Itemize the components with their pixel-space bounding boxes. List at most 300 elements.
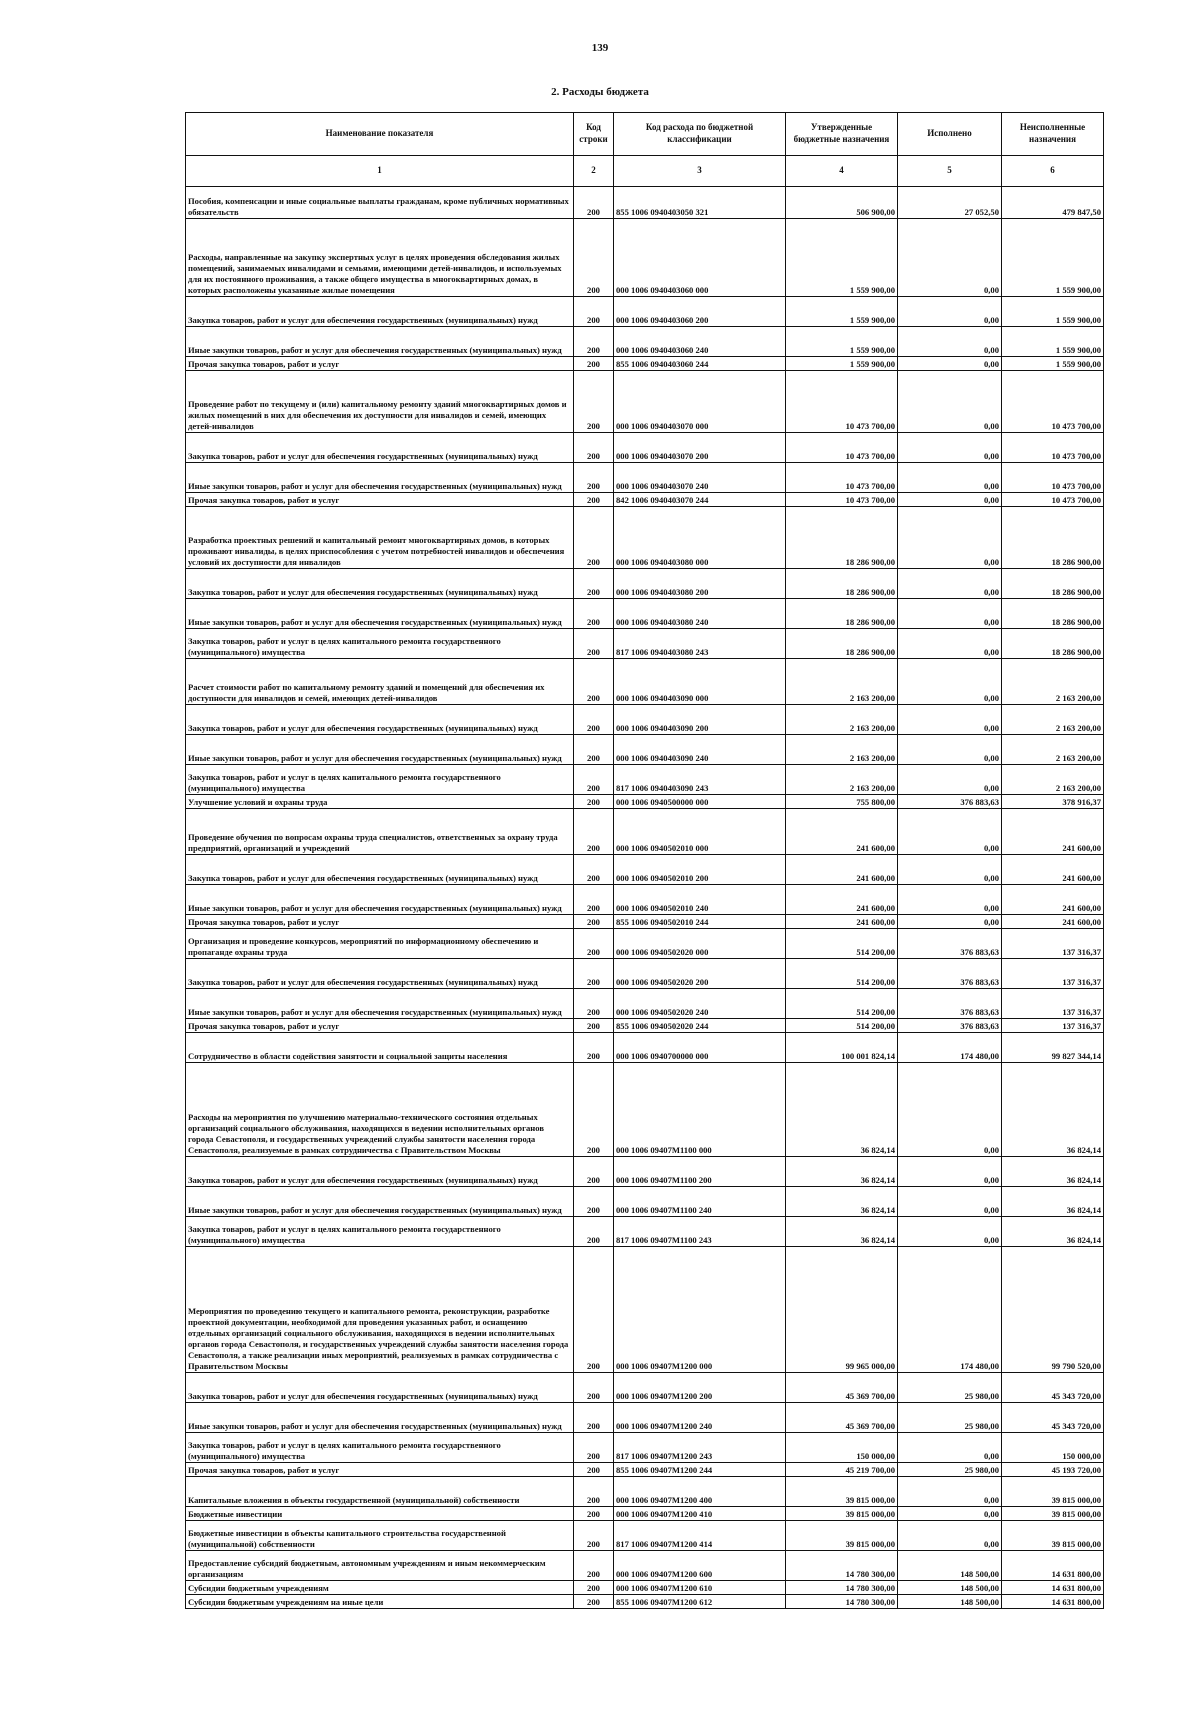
row-executed: 0,00: [898, 1217, 1002, 1247]
row-name: Капитальные вложения в объекты государственной (муниципальной) собственности: [186, 1477, 574, 1507]
row-approved: 18 286 900,00: [786, 569, 898, 599]
row-name: Закупка товаров, работ и услуг для обеспечения государственных (муниципальных) нужд: [186, 705, 574, 735]
table-row: [186, 1507, 1104, 1521]
row-executed: 148 500,00: [898, 1581, 1002, 1595]
row-executed: 0,00: [898, 765, 1002, 795]
row-executed: 0,00: [898, 735, 1002, 765]
row-code: 200: [574, 1433, 614, 1463]
row-code: 200: [574, 1581, 614, 1595]
row-name: Бюджетные инвестиции: [186, 1507, 574, 1521]
row-code: 200: [574, 929, 614, 959]
row-code: 200: [574, 1521, 614, 1551]
row-code: 200: [574, 1507, 614, 1521]
row-unexecuted: 10 473 700,00: [1002, 463, 1104, 493]
row-executed: 148 500,00: [898, 1595, 1002, 1609]
row-name: Иные закупки товаров, работ и услуг для обеспечения государственных (муниципальных) нужд: [186, 463, 574, 493]
row-kbk: 000 1006 0940403080 240: [614, 599, 786, 629]
row-approved: 2 163 200,00: [786, 765, 898, 795]
row-executed: 0,00: [898, 809, 1002, 855]
row-approved: 39 815 000,00: [786, 1507, 898, 1521]
row-executed: 0,00: [898, 493, 1002, 507]
row-approved: 2 163 200,00: [786, 735, 898, 765]
row-code: 200: [574, 1247, 614, 1373]
row-unexecuted: 2 163 200,00: [1002, 659, 1104, 705]
row-kbk: 000 1006 09407M1200 240: [614, 1403, 786, 1433]
row-approved: 1 559 900,00: [786, 297, 898, 327]
row-unexecuted: 2 163 200,00: [1002, 765, 1104, 795]
row-unexecuted: 150 000,00: [1002, 1433, 1104, 1463]
row-unexecuted: 241 600,00: [1002, 915, 1104, 929]
row-unexecuted: 1 559 900,00: [1002, 357, 1104, 371]
row-kbk: 855 1006 0940403050 321: [614, 187, 786, 219]
row-approved: 150 000,00: [786, 1433, 898, 1463]
table-row: [186, 659, 1104, 705]
row-unexecuted: 241 600,00: [1002, 855, 1104, 885]
row-approved: 10 473 700,00: [786, 493, 898, 507]
row-code: 200: [574, 1403, 614, 1433]
row-unexecuted: 10 473 700,00: [1002, 371, 1104, 433]
row-executed: 0,00: [898, 629, 1002, 659]
row-kbk: 000 1006 09407M1200 000: [614, 1247, 786, 1373]
row-unexecuted: 1 559 900,00: [1002, 327, 1104, 357]
row-code: 200: [574, 629, 614, 659]
table-row: [186, 1187, 1104, 1217]
row-approved: 18 286 900,00: [786, 507, 898, 569]
table-row: [186, 735, 1104, 765]
header-approved: Утвержденные бюджетные назначения: [786, 113, 898, 156]
row-kbk: 817 1006 09407M1200 243: [614, 1433, 786, 1463]
row-executed: 25 980,00: [898, 1373, 1002, 1403]
row-unexecuted: 99 827 344,14: [1002, 1033, 1104, 1063]
row-approved: 39 815 000,00: [786, 1477, 898, 1507]
table-row: [186, 219, 1104, 297]
row-approved: 36 824,14: [786, 1063, 898, 1157]
table-row: [186, 885, 1104, 915]
row-name: Закупка товаров, работ и услуг для обеспечения государственных (муниципальных) нужд: [186, 297, 574, 327]
row-unexecuted: 18 286 900,00: [1002, 599, 1104, 629]
table-row: [186, 1063, 1104, 1157]
row-name: Иные закупки товаров, работ и услуг для обеспечения государственных (муниципальных) нужд: [186, 735, 574, 765]
row-name: Закупка товаров, работ и услуг в целях капитального ремонта государственного (муниципального) имущества: [186, 629, 574, 659]
row-approved: 2 163 200,00: [786, 659, 898, 705]
row-executed: 0,00: [898, 885, 1002, 915]
row-code: 200: [574, 915, 614, 929]
row-executed: 0,00: [898, 569, 1002, 599]
table-row: [186, 1217, 1104, 1247]
row-executed: 0,00: [898, 297, 1002, 327]
row-code: 200: [574, 219, 614, 297]
row-code: 200: [574, 885, 614, 915]
row-approved: 100 001 824,14: [786, 1033, 898, 1063]
row-unexecuted: 10 473 700,00: [1002, 493, 1104, 507]
row-kbk: 000 1006 0940403060 240: [614, 327, 786, 357]
row-executed: 25 980,00: [898, 1403, 1002, 1433]
table-row: [186, 463, 1104, 493]
table-row: [186, 915, 1104, 929]
row-approved: 1 559 900,00: [786, 219, 898, 297]
row-kbk: 817 1006 09407M1200 414: [614, 1521, 786, 1551]
row-approved: 506 900,00: [786, 187, 898, 219]
row-approved: 14 780 300,00: [786, 1595, 898, 1609]
header-row: [186, 113, 1104, 156]
section-title: 2. Расходы бюджета: [551, 86, 649, 98]
row-kbk: 000 1006 0940502020 000: [614, 929, 786, 959]
row-unexecuted: 36 824,14: [1002, 1187, 1104, 1217]
row-approved: 241 600,00: [786, 809, 898, 855]
row-name: Бюджетные инвестиции в объекты капитального строительства государственной (муниципальной) собственности: [186, 1521, 574, 1551]
row-kbk: 000 1006 0940403060 000: [614, 219, 786, 297]
row-executed: 0,00: [898, 1521, 1002, 1551]
row-executed: 0,00: [898, 915, 1002, 929]
table-row: [186, 1019, 1104, 1033]
budget-expenses-table: [185, 112, 1104, 1609]
row-approved: 36 824,14: [786, 1187, 898, 1217]
row-name: Расходы, направленные на закупку экспертных услуг в целях проведения обследования жилых помещений, занимаемых инвалидами и семьями, имеющими детей-инвалидов, и используемых для их постоянного проживания, а также общего имущества в многоквартирных домах, в которых расположены указанные жилые помещения: [186, 219, 574, 297]
row-approved: 755 800,00: [786, 795, 898, 809]
row-kbk: 000 1006 0940403060 200: [614, 297, 786, 327]
row-approved: 10 473 700,00: [786, 463, 898, 493]
row-approved: 99 965 000,00: [786, 1247, 898, 1373]
row-unexecuted: 18 286 900,00: [1002, 569, 1104, 599]
table-row: [186, 1247, 1104, 1373]
row-approved: 514 200,00: [786, 989, 898, 1019]
row-approved: 45 369 700,00: [786, 1373, 898, 1403]
header-number: 3: [614, 156, 786, 187]
row-unexecuted: 39 815 000,00: [1002, 1521, 1104, 1551]
header-unexecuted: Неисполненные назначения: [1002, 113, 1104, 156]
table-row: [186, 855, 1104, 885]
row-approved: 1 559 900,00: [786, 357, 898, 371]
row-executed: 0,00: [898, 463, 1002, 493]
table-row: [186, 1373, 1104, 1403]
row-unexecuted: 36 824,14: [1002, 1157, 1104, 1187]
row-name: Прочая закупка товаров, работ и услуг: [186, 915, 574, 929]
row-kbk: 000 1006 09407M1100 000: [614, 1063, 786, 1157]
row-approved: 514 200,00: [786, 1019, 898, 1033]
table-row: [186, 929, 1104, 959]
row-name: Проведение обучения по вопросам охраны труда специалистов, ответственных за охрану труда предприятий, организаций и учреждений: [186, 809, 574, 855]
row-kbk: 000 1006 0940403090 240: [614, 735, 786, 765]
row-name: Расходы на мероприятия по улучшению материально-технического состояния отдельных организаций социального обслуживания, находящихся в ведении исполнительных органов города Севастополя, и государственных учреждений службы занятости населения города Севастополя, реализуемые в рамках сотрудничества с Правительством Москвы: [186, 1063, 574, 1157]
row-executed: 174 480,00: [898, 1033, 1002, 1063]
row-unexecuted: 2 163 200,00: [1002, 735, 1104, 765]
row-unexecuted: 137 316,37: [1002, 989, 1104, 1019]
table-row: [186, 705, 1104, 735]
row-name: Закупка товаров, работ и услуг в целях капитального ремонта государственного (муниципального) имущества: [186, 765, 574, 795]
header-number: 5: [898, 156, 1002, 187]
row-executed: 0,00: [898, 599, 1002, 629]
row-kbk: 000 1006 0940403090 000: [614, 659, 786, 705]
row-unexecuted: 18 286 900,00: [1002, 629, 1104, 659]
row-unexecuted: 14 631 800,00: [1002, 1581, 1104, 1595]
row-approved: 1 559 900,00: [786, 327, 898, 357]
row-executed: 376 883,63: [898, 959, 1002, 989]
row-kbk: 000 1006 09407M1100 240: [614, 1187, 786, 1217]
row-executed: 0,00: [898, 855, 1002, 885]
row-unexecuted: 479 847,50: [1002, 187, 1104, 219]
header-number: 2: [574, 156, 614, 187]
row-code: 200: [574, 599, 614, 629]
row-kbk: 000 1006 0940502010 200: [614, 855, 786, 885]
row-kbk: 000 1006 09407M1200 610: [614, 1581, 786, 1595]
row-name: Разработка проектных решений и капитальный ремонт многоквартирных домов, в которых проживают инвалиды, в целях приспособления с учетом потребностей инвалидов и обеспечения условий их доступности для инвалидов: [186, 507, 574, 569]
row-unexecuted: 2 163 200,00: [1002, 705, 1104, 735]
row-kbk: 000 1006 09407M1200 200: [614, 1373, 786, 1403]
row-executed: 0,00: [898, 1507, 1002, 1521]
row-unexecuted: 14 631 800,00: [1002, 1551, 1104, 1581]
row-name: Проведение работ по текущему и (или) капитальному ремонту зданий многоквартирных домов и жилых помещений в них для обеспечения их доступности для инвалидов и семей, имеющих детей-инвалидов: [186, 371, 574, 433]
row-approved: 10 473 700,00: [786, 371, 898, 433]
row-code: 200: [574, 433, 614, 463]
row-code: 200: [574, 855, 614, 885]
row-code: 200: [574, 809, 614, 855]
row-kbk: 000 1006 0940403070 240: [614, 463, 786, 493]
table-body: [186, 187, 1104, 1609]
row-executed: 174 480,00: [898, 1247, 1002, 1373]
row-unexecuted: 36 824,14: [1002, 1217, 1104, 1247]
row-code: 200: [574, 297, 614, 327]
row-unexecuted: 45 343 720,00: [1002, 1403, 1104, 1433]
row-approved: 514 200,00: [786, 959, 898, 989]
row-unexecuted: 241 600,00: [1002, 809, 1104, 855]
row-kbk: 855 1006 0940502010 244: [614, 915, 786, 929]
row-kbk: 855 1006 09407M1200 244: [614, 1463, 786, 1477]
row-code: 200: [574, 659, 614, 705]
row-approved: 36 824,14: [786, 1217, 898, 1247]
row-name: Пособия, компенсации и иные социальные выплаты гражданам, кроме публичных нормативных обязательств: [186, 187, 574, 219]
row-code: 200: [574, 959, 614, 989]
row-code: 200: [574, 735, 614, 765]
row-name: Сотрудничество в области содействия занятости и социальной защиты населения: [186, 1033, 574, 1063]
row-name: Закупка товаров, работ и услуг для обеспечения государственных (муниципальных) нужд: [186, 569, 574, 599]
row-name: Иные закупки товаров, работ и услуг для обеспечения государственных (муниципальных) нужд: [186, 1187, 574, 1217]
row-kbk: 000 1006 0940403090 200: [614, 705, 786, 735]
row-approved: 18 286 900,00: [786, 629, 898, 659]
table-row: [186, 1403, 1104, 1433]
row-approved: 45 219 700,00: [786, 1463, 898, 1477]
row-name: Иные закупки товаров, работ и услуг для обеспечения государственных (муниципальных) нужд: [186, 1403, 574, 1433]
row-name: Закупка товаров, работ и услуг для обеспечения государственных (муниципальных) нужд: [186, 433, 574, 463]
row-code: 200: [574, 569, 614, 599]
row-name: Предоставление субсидий бюджетным, автономным учреждениям и иным некоммерческим организациям: [186, 1551, 574, 1581]
table-row: [186, 599, 1104, 629]
table-row: [186, 1551, 1104, 1581]
row-kbk: 817 1006 0940403090 243: [614, 765, 786, 795]
table-row: [186, 1033, 1104, 1063]
table-row: [186, 1581, 1104, 1595]
table-row: [186, 327, 1104, 357]
header-code: Код строки: [574, 113, 614, 156]
row-code: 200: [574, 1063, 614, 1157]
row-unexecuted: 45 193 720,00: [1002, 1463, 1104, 1477]
row-name: Закупка товаров, работ и услуг для обеспечения государственных (муниципальных) нужд: [186, 855, 574, 885]
row-unexecuted: 137 316,37: [1002, 929, 1104, 959]
row-executed: 25 980,00: [898, 1463, 1002, 1477]
row-executed: 376 883,63: [898, 1019, 1002, 1033]
row-name: Закупка товаров, работ и услуг для обеспечения государственных (муниципальных) нужд: [186, 1157, 574, 1187]
header-name: Наименование показателя: [186, 113, 574, 156]
table-row: [186, 297, 1104, 327]
row-name: Улучшение условий и охраны труда: [186, 795, 574, 809]
row-kbk: 000 1006 0940700000 000: [614, 1033, 786, 1063]
row-code: 200: [574, 357, 614, 371]
row-unexecuted: 39 815 000,00: [1002, 1507, 1104, 1521]
row-unexecuted: 1 559 900,00: [1002, 297, 1104, 327]
row-approved: 241 600,00: [786, 855, 898, 885]
row-name: Прочая закупка товаров, работ и услуг: [186, 493, 574, 507]
row-code: 200: [574, 1217, 614, 1247]
table-row: [186, 1595, 1104, 1609]
table-row: [186, 1433, 1104, 1463]
row-kbk: 000 1006 09407M1100 200: [614, 1157, 786, 1187]
row-executed: 0,00: [898, 219, 1002, 297]
row-unexecuted: 378 916,37: [1002, 795, 1104, 809]
row-approved: 18 286 900,00: [786, 599, 898, 629]
row-code: 200: [574, 1373, 614, 1403]
row-name: Иные закупки товаров, работ и услуг для обеспечения государственных (муниципальных) нужд: [186, 599, 574, 629]
row-code: 200: [574, 765, 614, 795]
row-kbk: 817 1006 0940403080 243: [614, 629, 786, 659]
row-kbk: 000 1006 0940502020 240: [614, 989, 786, 1019]
row-kbk: 000 1006 0940403070 000: [614, 371, 786, 433]
row-code: 200: [574, 493, 614, 507]
table-row: [186, 1157, 1104, 1187]
row-kbk: 000 1006 0940403080 000: [614, 507, 786, 569]
row-code: 200: [574, 795, 614, 809]
row-unexecuted: 36 824,14: [1002, 1063, 1104, 1157]
table-row: [186, 507, 1104, 569]
row-executed: 0,00: [898, 371, 1002, 433]
row-executed: 0,00: [898, 433, 1002, 463]
row-executed: 27 052,50: [898, 187, 1002, 219]
row-kbk: 000 1006 09407M1200 410: [614, 1507, 786, 1521]
row-unexecuted: 1 559 900,00: [1002, 219, 1104, 297]
row-name: Иные закупки товаров, работ и услуг для обеспечения государственных (муниципальных) нужд: [186, 885, 574, 915]
row-kbk: 855 1006 09407M1200 612: [614, 1595, 786, 1609]
row-unexecuted: 45 343 720,00: [1002, 1373, 1104, 1403]
row-code: 200: [574, 989, 614, 1019]
row-executed: 0,00: [898, 1477, 1002, 1507]
row-code: 200: [574, 1019, 614, 1033]
row-executed: 0,00: [898, 1157, 1002, 1187]
row-approved: 241 600,00: [786, 885, 898, 915]
page-number: 139: [591, 42, 609, 54]
row-name: Иные закупки товаров, работ и услуг для обеспечения государственных (муниципальных) нужд: [186, 989, 574, 1019]
row-executed: 0,00: [898, 1433, 1002, 1463]
row-name: Субсидии бюджетным учреждениям на иные цели: [186, 1595, 574, 1609]
row-code: 200: [574, 463, 614, 493]
table-row: [186, 809, 1104, 855]
row-code: 200: [574, 327, 614, 357]
row-code: 200: [574, 371, 614, 433]
row-name: Прочая закупка товаров, работ и услуг: [186, 1019, 574, 1033]
row-executed: 376 883,63: [898, 795, 1002, 809]
row-approved: 39 815 000,00: [786, 1521, 898, 1551]
row-name: Мероприятия по проведению текущего и капитального ремонта, реконструкции, разработке проектной документации, необходимой для проведения указанных работ, и оснащению отдельных организаций социального обслуживания, находящихся в ведении исполнительных органов города Севастополя, и государственных учреждений службы занятости населения города Севастополя, а также реализации иных мероприятий, реализуемых в рамках сотрудничества с Правительством Москвы: [186, 1247, 574, 1373]
row-executed: 0,00: [898, 659, 1002, 705]
row-name: Прочая закупка товаров, работ и услуг: [186, 1463, 574, 1477]
table-row: [186, 569, 1104, 599]
row-code: 200: [574, 1187, 614, 1217]
row-kbk: 817 1006 09407M1100 243: [614, 1217, 786, 1247]
header-number: 6: [1002, 156, 1104, 187]
header-number-row: [186, 156, 1104, 187]
row-name: Закупка товаров, работ и услуг в целях капитального ремонта государственного (муниципального) имущества: [186, 1217, 574, 1247]
row-kbk: 000 1006 0940502020 200: [614, 959, 786, 989]
header-kbk: Код расхода по бюджетной классификации: [614, 113, 786, 156]
row-kbk: 000 1006 0940403080 200: [614, 569, 786, 599]
row-name: Расчет стоимости работ по капитальному ремонту зданий и помещений для обеспечения их доступности для инвалидов и семей, имеющих детей-инвалидов: [186, 659, 574, 705]
row-executed: 0,00: [898, 1063, 1002, 1157]
table-row: [186, 1521, 1104, 1551]
row-executed: 0,00: [898, 1187, 1002, 1217]
row-name: Закупка товаров, работ и услуг в целях капитального ремонта государственного (муниципального) имущества: [186, 1433, 574, 1463]
header-number: 1: [186, 156, 574, 187]
row-approved: 36 824,14: [786, 1157, 898, 1187]
row-name: Субсидии бюджетным учреждениям: [186, 1581, 574, 1595]
row-approved: 45 369 700,00: [786, 1403, 898, 1433]
row-approved: 514 200,00: [786, 929, 898, 959]
header-executed: Исполнено: [898, 113, 1002, 156]
table-row: [186, 493, 1104, 507]
row-code: 200: [574, 705, 614, 735]
row-code: 200: [574, 1551, 614, 1581]
row-kbk: 842 1006 0940403070 244: [614, 493, 786, 507]
table-row: [186, 765, 1104, 795]
table-row: [186, 357, 1104, 371]
row-unexecuted: 18 286 900,00: [1002, 507, 1104, 569]
row-unexecuted: 241 600,00: [1002, 885, 1104, 915]
row-name: Закупка товаров, работ и услуг для обеспечения государственных (муниципальных) нужд: [186, 959, 574, 989]
table-row: [186, 629, 1104, 659]
table-row: [186, 371, 1104, 433]
row-name: Закупка товаров, работ и услуг для обеспечения государственных (муниципальных) нужд: [186, 1373, 574, 1403]
row-approved: 241 600,00: [786, 915, 898, 929]
row-code: 200: [574, 507, 614, 569]
row-name: Организация и проведение конкурсов, мероприятий по информационному обеспечению и пропаганде охраны труда: [186, 929, 574, 959]
row-executed: 0,00: [898, 705, 1002, 735]
row-executed: 0,00: [898, 327, 1002, 357]
row-kbk: 000 1006 09407M1200 600: [614, 1551, 786, 1581]
row-approved: 14 780 300,00: [786, 1551, 898, 1581]
row-approved: 2 163 200,00: [786, 705, 898, 735]
table-row: [186, 795, 1104, 809]
row-approved: 14 780 300,00: [786, 1581, 898, 1595]
row-unexecuted: 137 316,37: [1002, 959, 1104, 989]
row-name: Прочая закупка товаров, работ и услуг: [186, 357, 574, 371]
row-executed: 148 500,00: [898, 1551, 1002, 1581]
row-unexecuted: 14 631 800,00: [1002, 1595, 1104, 1609]
row-unexecuted: 39 815 000,00: [1002, 1477, 1104, 1507]
table-row: [186, 187, 1104, 219]
row-executed: 0,00: [898, 507, 1002, 569]
row-kbk: 000 1006 0940502010 000: [614, 809, 786, 855]
row-code: 200: [574, 1157, 614, 1187]
row-executed: 376 883,63: [898, 989, 1002, 1019]
row-kbk: 855 1006 0940502020 244: [614, 1019, 786, 1033]
row-executed: 376 883,63: [898, 929, 1002, 959]
row-code: 200: [574, 1595, 614, 1609]
row-kbk: 000 1006 0940403070 200: [614, 433, 786, 463]
row-kbk: 000 1006 09407M1200 400: [614, 1477, 786, 1507]
row-unexecuted: 137 316,37: [1002, 1019, 1104, 1033]
row-unexecuted: 99 790 520,00: [1002, 1247, 1104, 1373]
row-approved: 10 473 700,00: [786, 433, 898, 463]
table-row: [186, 1463, 1104, 1477]
row-code: 200: [574, 1033, 614, 1063]
row-kbk: 000 1006 0940502010 240: [614, 885, 786, 915]
row-code: 200: [574, 1463, 614, 1477]
